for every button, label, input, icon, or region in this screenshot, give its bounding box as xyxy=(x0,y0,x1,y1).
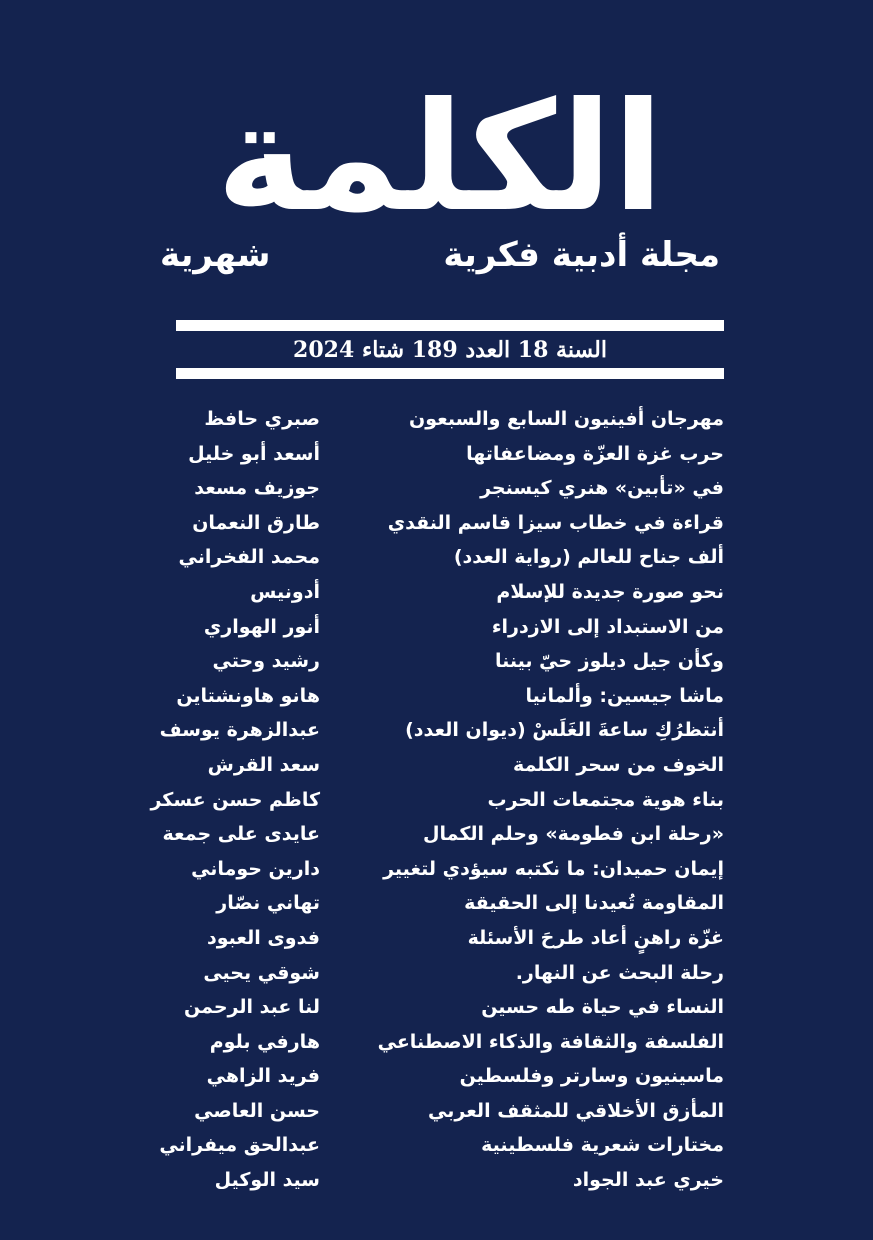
toc-entry-title: الفلسفة والثقافة والذكاء الاصطناعي xyxy=(377,1030,724,1053)
toc-entry-title: المقاومة تُعيدنا إلى الحقيقة xyxy=(464,892,724,915)
toc-entry xyxy=(140,748,730,783)
toc-entry-author: محمد الفخراني xyxy=(178,546,320,569)
logo-wordmark: الكلمة xyxy=(216,71,664,245)
toc-entry-author: سيد الوكيل xyxy=(214,1169,320,1192)
toc-entry xyxy=(140,1094,730,1129)
toc-entry xyxy=(140,921,730,956)
toc-entry xyxy=(140,1059,730,1094)
masthead-subtitle xyxy=(160,235,720,275)
toc-entry-author: تهاني نصّار xyxy=(216,892,320,915)
toc-entry-title: رحلة البحث عن النهار. xyxy=(515,961,724,984)
toc-entry xyxy=(140,1163,730,1198)
toc-entry-author: جوزيف مسعد xyxy=(194,477,320,500)
toc-entry xyxy=(140,679,730,714)
toc-entry xyxy=(140,956,730,991)
toc-entry-title: المأزق الأخلاقي للمثقف العربي xyxy=(428,1099,724,1122)
toc-entry xyxy=(140,783,730,818)
toc-entry-title: النساء في حياة طه حسين xyxy=(481,996,724,1019)
toc-entry-author: هارفي بلوم xyxy=(209,1030,320,1053)
toc-entry xyxy=(140,644,730,679)
toc-entry-title: وكأن جيل ديلوز حيّ بيننا xyxy=(494,650,724,673)
toc-entry-author: لنا عبد الرحمن xyxy=(184,996,320,1019)
toc-entry-author: فدوى العبود xyxy=(206,926,320,949)
toc-entry-author: رشيد وحتي xyxy=(212,650,320,673)
toc-entry xyxy=(140,1128,730,1163)
toc-entry-title: غزّة راهنٍ أعاد طرحَ الأسئلة xyxy=(467,926,724,949)
top-rule xyxy=(176,320,724,331)
toc-entry-title: نحو صورة جديدة للإسلام xyxy=(496,580,724,603)
toc-entry-title: إيمان حميدان: ما نكتبه سيؤدي لتغيير xyxy=(383,857,724,880)
toc-entry xyxy=(140,817,730,852)
toc-entry-author: صبري حافظ xyxy=(204,408,320,430)
masthead-logo xyxy=(160,60,720,275)
toc-entry xyxy=(140,402,730,437)
toc-entry-title: بناء هوية مجتمعات الحرب xyxy=(487,788,724,811)
toc-entry-title: مختارات شعرية فلسطينية xyxy=(481,1134,724,1157)
toc-entry-author: عبدالحق ميفراني xyxy=(159,1134,320,1157)
toc-entry xyxy=(140,610,730,645)
toc-entry xyxy=(140,990,730,1025)
toc-entry-author: عايدى على جمعة xyxy=(162,823,320,846)
subtitle-main: مجلة أدبية فكرية xyxy=(443,235,720,275)
toc-entry-title: ماشا جيسين: وألمانيا xyxy=(525,684,724,707)
toc-entry xyxy=(140,437,730,472)
bottom-rule xyxy=(176,368,724,379)
toc-entry-title: خيري عبد الجواد xyxy=(572,1169,724,1192)
toc-entry-author: كاظم حسن عسكر xyxy=(150,788,320,811)
toc-entry-title: ألف جناح للعالم (رواية العدد) xyxy=(453,546,724,569)
toc-entry-author: أنور الهواري xyxy=(203,615,320,638)
toc-entry-author: سعد القرش xyxy=(207,753,320,776)
toc-entry-author: أسعد أبو خليل xyxy=(188,442,320,465)
toc-entry xyxy=(140,575,730,610)
issue-line: السنة 18 العدد 189 شتاء 2024 xyxy=(293,337,607,363)
toc-entry-author: عبدالزهرة يوسف xyxy=(159,719,320,742)
toc-entry-author: شوقي يحيى xyxy=(203,961,320,984)
toc-entry-title: من الاستبداد إلى الازدراء xyxy=(491,615,724,638)
toc-entry xyxy=(140,852,730,887)
toc-entry xyxy=(140,506,730,541)
toc-entry-title: قراءة في خطاب سيزا قاسم النقدي xyxy=(387,511,724,534)
toc-entry-author: فريد الزاهي xyxy=(206,1065,320,1088)
toc-entry-title: ماسينيون وسارتر وفلسطين xyxy=(459,1065,724,1088)
toc-entry xyxy=(140,540,730,575)
toc-entry-title: مهرجان أفينيون السابع والسبعون xyxy=(409,408,724,430)
toc-entry-author: هانو هاونشتاين xyxy=(176,684,320,707)
subtitle-frequency: شهرية xyxy=(160,235,271,275)
toc-entry-author: دارين حوماني xyxy=(191,857,320,880)
toc-entry-title: «رحلة ابن فطومة» وحلم الكمال xyxy=(422,823,724,846)
toc-entry-title: الخوف من سحر الكلمة xyxy=(513,753,724,776)
toc-entry-title: أنتظرُكِ ساعةَ الغَلَسْ (ديوان العدد) xyxy=(405,719,724,742)
toc-entry-title: حرب غزة العزّة ومضاعفاتها xyxy=(466,442,724,465)
toc-entry xyxy=(140,886,730,921)
toc-entry-author: حسن العاصي xyxy=(194,1099,320,1122)
table-of-contents xyxy=(140,402,730,1198)
toc-entry xyxy=(140,713,730,748)
toc-entry-author: أدونيس xyxy=(250,580,320,603)
toc-entry xyxy=(140,1025,730,1060)
toc-entry-title: في «تأبين» هنري كيسنجر xyxy=(480,477,724,500)
toc-entry xyxy=(140,471,730,506)
toc-entry-author: طارق النعمان xyxy=(192,511,320,534)
